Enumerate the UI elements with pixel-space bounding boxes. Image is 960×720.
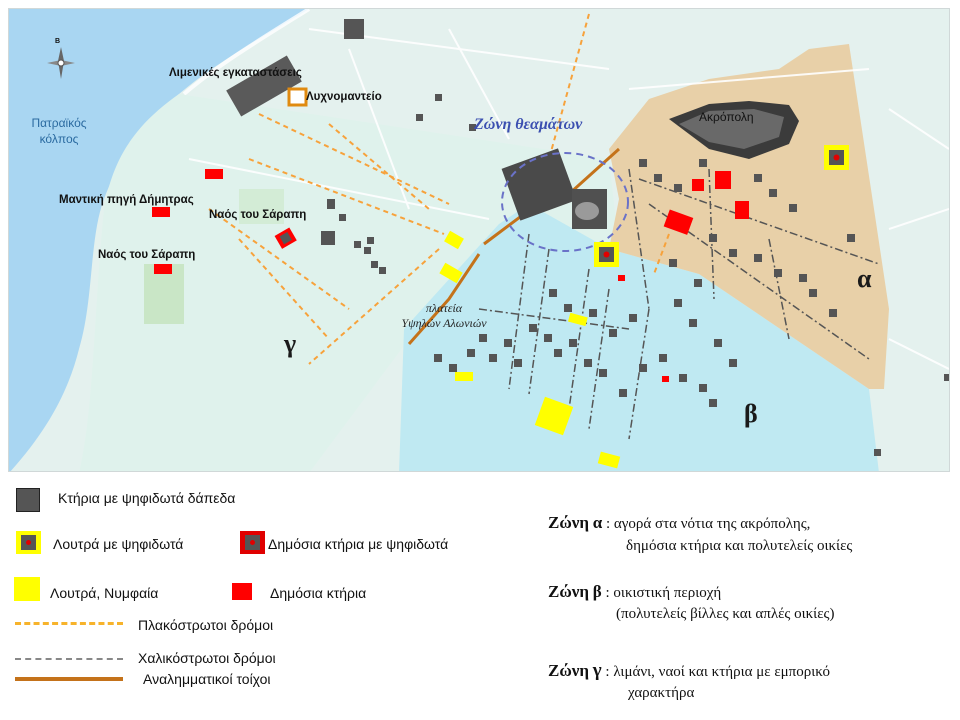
- legend-baths-nymphaea: Λουτρά, Νυμφαία: [50, 585, 159, 601]
- zone-beta-desc-2: (πολυτελείς βίλλες και απλές οικίες): [616, 606, 835, 622]
- mosaic-building: [344, 19, 364, 39]
- harbour-label: Λιμενικές εγκαταστάσεις: [169, 67, 302, 79]
- legend-gravel-roads: Χαλικόστρωτοι δρόμοι: [138, 650, 276, 666]
- legend-public-buildings: Δημόσια κτήρια: [270, 585, 367, 601]
- legend-paved-roads: Πλακόστρωτοι δρόμοι: [138, 617, 274, 633]
- platia-label: πλατεία Υψηλών Αλωνιών: [401, 301, 487, 330]
- zone-alpha-desc-2: δημόσια κτήρια και πολυτελείς οικίες: [626, 538, 853, 554]
- legend-public-mosaic-swatch: [240, 531, 265, 554]
- lamp-oracle-label: Λυχνομαντείο: [306, 91, 382, 103]
- legend-baths-mosaics: Λουτρά με ψηφιδωτά: [53, 536, 184, 552]
- lamp-oracle-marker: [289, 89, 306, 105]
- odeion-cavea: [575, 202, 599, 220]
- zone-gamma-desc: Ζώνη γ : λιμάνι, ναοί και κτήρια με εμπορικό: [548, 660, 830, 681]
- zone-gamma-label: γ: [284, 329, 297, 358]
- legend-mosaic-buildings: Κτήρια με ψηφιδωτά δάπεδα: [58, 490, 236, 506]
- demeter-spring-label: Μαντική πηγή Δήμητρας: [59, 194, 194, 206]
- north-arrow-icon: B: [43, 41, 79, 85]
- zone-alpha-label: α: [857, 264, 872, 293]
- sea-label: Πατραϊκός κόλπος: [31, 116, 87, 146]
- legend-gravel-line: [15, 658, 123, 660]
- acropolis-label: Ακρόπολη: [699, 110, 754, 124]
- zone-gamma-desc-2: χαρακτήρα: [628, 685, 695, 701]
- theatre-zone-label: Ζώνη θεαμάτων: [474, 116, 583, 133]
- sarapis-temple-label-2: Ναός του Σάραπη: [98, 249, 196, 261]
- legend-paved-line: [15, 622, 123, 625]
- compass-rose-icon: [43, 41, 79, 85]
- legend-bath-mosaic-swatch: [16, 531, 41, 554]
- legend-bath-swatch: [14, 577, 40, 601]
- sarapis-temple-label-1: Ναός του Σάραπη: [209, 209, 307, 221]
- zone-beta-label: β: [744, 399, 758, 428]
- legend-public-mosaics: Δημόσια κτήρια με ψηφιδωτά: [268, 536, 449, 552]
- zone-alpha-desc: Ζώνη α : αγορά στα νότια της ακρόπολης,: [548, 513, 811, 532]
- city-map: [8, 8, 950, 472]
- legend-mosaic-swatch: [16, 488, 40, 512]
- legend-retaining-walls: Αναλημματικοί τοίχοι: [143, 671, 271, 687]
- map-canvas: [9, 9, 950, 472]
- zone-beta-desc: Ζώνη β : οικιστική περιοχή: [548, 582, 722, 601]
- legend-public-swatch: [232, 583, 252, 600]
- legend-wall-line: [15, 677, 123, 681]
